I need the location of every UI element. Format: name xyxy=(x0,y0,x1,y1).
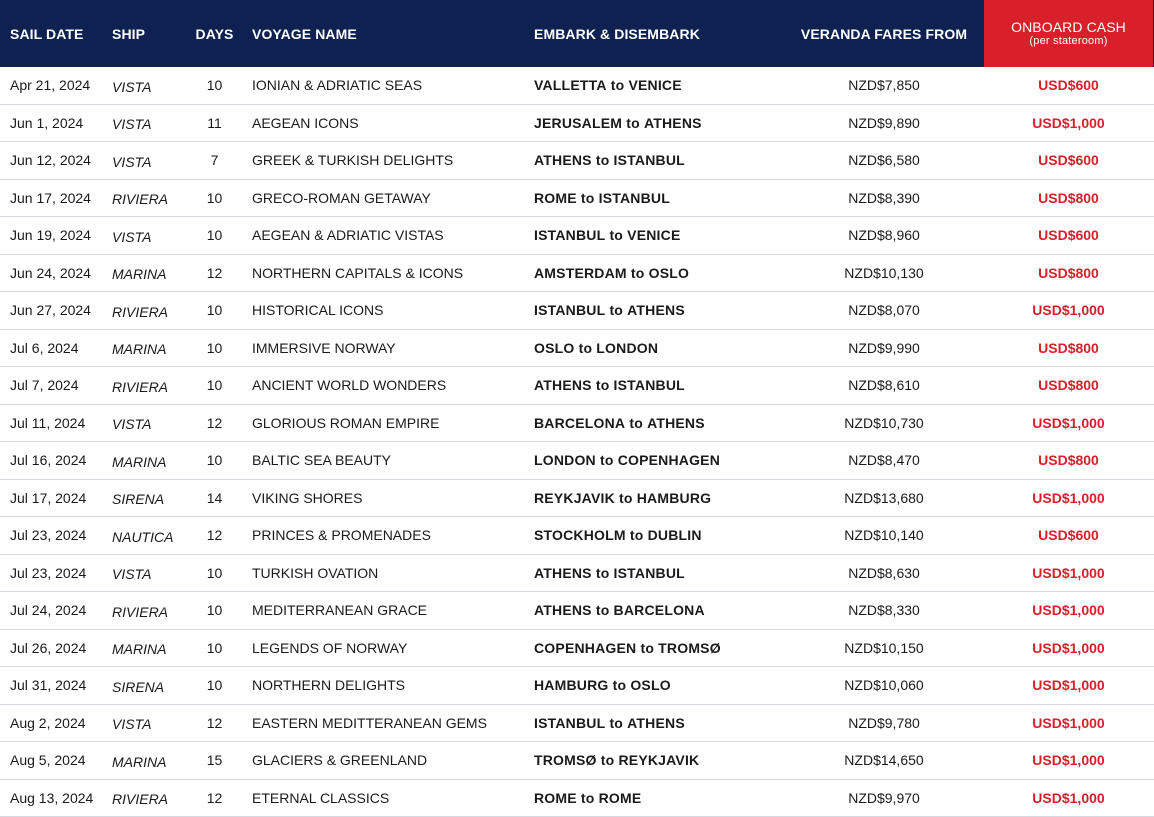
days-cell: 10 xyxy=(206,189,223,206)
onboard-cash-cell: USD$600 xyxy=(1038,152,1099,169)
disembark-port: REYKJAVIK xyxy=(618,752,700,769)
disembark-port: OSLO xyxy=(648,264,690,281)
ship-cell: VISTA xyxy=(112,153,152,170)
onboard-cash-cell: USD$800 xyxy=(1038,452,1099,469)
header-ship: SHIP xyxy=(112,25,146,42)
route-cell xyxy=(534,142,784,179)
route-connector: to xyxy=(626,114,640,131)
embark-port: REYKJAVIK xyxy=(534,489,615,506)
sail-date-cell: Jun 24, 2024 xyxy=(10,264,91,281)
disembark-port: BARCELONA xyxy=(613,602,705,619)
onboard-cash-cell: USD$800 xyxy=(1038,264,1099,281)
disembark-port: ATHENS xyxy=(647,414,705,431)
embark-port: AMSTERDAM xyxy=(534,264,627,281)
days-cell: 10 xyxy=(206,302,223,319)
embark-port: ROME xyxy=(534,189,577,206)
veranda-fare-cell: NZD$10,730 xyxy=(844,414,924,431)
veranda-fare-cell: NZD$8,470 xyxy=(848,452,920,469)
onboard-cash-cell: USD$1,000 xyxy=(1032,714,1105,731)
header-onboard-cash-sub: (per stateroom) xyxy=(1029,34,1108,47)
disembark-port: ATHENS xyxy=(643,114,702,131)
sail-date-cell: Jun 27, 2024 xyxy=(10,302,91,319)
route-cell xyxy=(534,517,784,554)
sail-date-cell: Jun 12, 2024 xyxy=(10,152,91,169)
ship-cell: MARINA xyxy=(112,266,167,283)
sail-date-cell: Jun 17, 2024 xyxy=(10,189,91,206)
days-cell: 10 xyxy=(206,602,223,619)
disembark-port: TROMSØ xyxy=(658,639,721,656)
voyage-name-cell: EASTERN MEDITTERANEAN GEMS xyxy=(252,714,487,731)
voyage-name-cell: HISTORICAL ICONS xyxy=(252,302,384,319)
disembark-port: VENICE xyxy=(628,77,682,94)
voyage-name-cell: AEGEAN & ADRIATIC VISTAS xyxy=(252,227,444,244)
veranda-fare-cell: NZD$8,610 xyxy=(848,377,920,394)
days-cell: 10 xyxy=(206,77,223,94)
days-cell: 12 xyxy=(206,789,223,806)
voyage-name-cell: MEDITERRANEAN GRACE xyxy=(252,602,428,619)
route-connector: to xyxy=(609,227,624,244)
ship-cell: RIVIERA xyxy=(112,378,169,395)
veranda-fare-cell: NZD$13,680 xyxy=(844,489,924,506)
route-cell xyxy=(534,105,784,142)
onboard-cash-cell: USD$1,000 xyxy=(1032,489,1105,506)
veranda-fare-cell: NZD$10,140 xyxy=(844,527,924,544)
embark-port: BARCELONA xyxy=(534,414,626,431)
embark-port: JERUSALEM xyxy=(534,114,623,131)
header-veranda-fares: VERANDA FARES FROM xyxy=(800,25,968,42)
onboard-cash-cell: USD$1,000 xyxy=(1032,602,1105,619)
table-row xyxy=(0,105,1154,143)
veranda-fare-cell: NZD$9,990 xyxy=(848,339,920,356)
veranda-fare-cell: NZD$8,390 xyxy=(848,189,920,206)
route-cell xyxy=(534,742,784,779)
table-row xyxy=(0,705,1154,743)
ship-cell: SIRENA xyxy=(112,491,165,508)
onboard-cash-cell: USD$800 xyxy=(1038,189,1099,206)
route-connector: to xyxy=(612,677,627,694)
route-connector: to xyxy=(629,527,644,544)
ship-cell: RIVIERA xyxy=(112,191,169,208)
route-cell xyxy=(534,780,784,817)
voyage-name-cell: ANCIENT WORLD WONDERS xyxy=(252,377,447,394)
table-row xyxy=(0,142,1154,180)
sail-date-cell: Jul 26, 2024 xyxy=(10,639,87,656)
table-body xyxy=(0,67,1154,817)
ship-cell: VISTA xyxy=(112,566,152,583)
onboard-cash-cell: USD$1,000 xyxy=(1032,677,1105,694)
sail-date-cell: Jul 16, 2024 xyxy=(10,452,87,469)
embark-port: LONDON xyxy=(534,452,596,469)
route-cell xyxy=(534,367,784,404)
disembark-port: ISTANBUL xyxy=(613,152,685,169)
ship-cell: MARINA xyxy=(112,453,167,470)
sail-date-cell: Jul 17, 2024 xyxy=(10,489,87,506)
veranda-fare-cell: NZD$10,150 xyxy=(844,639,924,656)
route-cell xyxy=(534,555,784,592)
ship-cell: VISTA xyxy=(112,228,152,245)
voyage-name-cell: NORTHERN CAPITALS & ICONS xyxy=(252,264,464,281)
veranda-fare-cell: NZD$9,780 xyxy=(848,714,920,731)
disembark-port: COPENHAGEN xyxy=(617,452,721,469)
days-cell: 7 xyxy=(210,152,219,169)
route-cell xyxy=(534,630,784,667)
ship-cell: MARINA xyxy=(112,341,167,358)
table-row xyxy=(0,330,1154,368)
onboard-cash-cell: USD$800 xyxy=(1038,377,1099,394)
disembark-port: ISTANBUL xyxy=(613,564,685,581)
table-row xyxy=(0,780,1154,817)
table-row xyxy=(0,480,1154,518)
voyage-name-cell: GLACIERS & GREENLAND xyxy=(252,752,428,769)
onboard-cash-cell: USD$1,000 xyxy=(1032,639,1105,656)
voyage-name-cell: LEGENDS OF NORWAY xyxy=(252,639,408,656)
voyage-name-cell: IMMERSIVE NORWAY xyxy=(252,339,396,356)
route-connector: to xyxy=(595,152,610,169)
ship-cell: VISTA xyxy=(112,716,152,733)
embark-port: ATHENS xyxy=(534,564,592,581)
onboard-cash-cell: USD$600 xyxy=(1038,77,1099,94)
veranda-fare-cell: NZD$6,580 xyxy=(848,152,920,169)
route-cell xyxy=(534,180,784,217)
onboard-cash-cell: USD$1,000 xyxy=(1032,414,1105,431)
header-onboard-cash xyxy=(984,0,1153,67)
disembark-port: ROME xyxy=(598,789,642,806)
embark-port: ISTANBUL xyxy=(534,227,606,244)
route-connector: to xyxy=(609,302,624,319)
embark-port: ATHENS xyxy=(534,152,592,169)
days-cell: 10 xyxy=(206,639,223,656)
route-connector: to xyxy=(595,564,610,581)
sail-date-cell: Jun 19, 2024 xyxy=(10,227,91,244)
ship-cell: SIRENA xyxy=(112,678,165,695)
embark-port: ATHENS xyxy=(534,602,592,619)
sail-date-cell: Jul 7, 2024 xyxy=(10,377,79,394)
route-cell xyxy=(534,705,784,742)
voyage-name-cell: PRINCES & PROMENADES xyxy=(252,527,431,544)
disembark-port: LONDON xyxy=(596,339,659,356)
voyage-name-cell: NORTHERN DELIGHTS xyxy=(252,677,405,694)
ship-cell: RIVIERA xyxy=(112,603,169,620)
header-embark-disembark: EMBARK & DISEMBARK xyxy=(534,25,700,42)
route-cell xyxy=(534,292,784,329)
route-connector: to xyxy=(629,414,643,431)
onboard-cash-cell: USD$600 xyxy=(1038,227,1099,244)
onboard-cash-cell: USD$1,000 xyxy=(1032,302,1105,319)
days-cell: 10 xyxy=(206,564,223,581)
route-connector: to xyxy=(578,339,593,356)
ship-cell: MARINA xyxy=(112,641,167,658)
route-cell xyxy=(534,442,784,479)
days-cell: 12 xyxy=(206,714,223,731)
sail-date-cell: Jul 11, 2024 xyxy=(10,414,86,431)
days-cell: 10 xyxy=(206,377,223,394)
days-cell: 10 xyxy=(206,677,223,694)
voyage-name-cell: IONIAN & ADRIATIC SEAS xyxy=(252,77,423,94)
header-voyage-name: VOYAGE NAME xyxy=(252,25,357,42)
route-cell xyxy=(534,405,784,442)
route-cell xyxy=(534,255,784,292)
table-row xyxy=(0,517,1154,555)
disembark-port: ATHENS xyxy=(627,302,685,319)
voyage-name-cell: TURKISH OVATION xyxy=(252,564,379,581)
route-connector: to xyxy=(580,789,595,806)
embark-port: OSLO xyxy=(534,339,575,356)
days-cell: 12 xyxy=(206,527,223,544)
ship-cell: MARINA xyxy=(112,753,167,770)
onboard-cash-cell: USD$1,000 xyxy=(1032,752,1105,769)
table-row xyxy=(0,292,1154,330)
sail-date-cell: Aug 13, 2024 xyxy=(10,789,94,806)
route-cell xyxy=(534,480,784,517)
route-connector: to xyxy=(630,264,645,281)
route-cell xyxy=(534,217,784,254)
table-row xyxy=(0,592,1154,630)
voyage-name-cell: GRECO-ROMAN GETAWAY xyxy=(252,189,431,206)
onboard-cash-cell: USD$1,000 xyxy=(1032,789,1105,806)
table-row xyxy=(0,180,1154,218)
sail-date-cell: Jul 23, 2024 xyxy=(10,564,87,581)
sail-date-cell: Aug 2, 2024 xyxy=(10,714,86,731)
disembark-port: OSLO xyxy=(630,677,671,694)
days-cell: 14 xyxy=(206,489,223,506)
days-cell: 11 xyxy=(207,114,222,131)
voyage-name-cell: GLORIOUS ROMAN EMPIRE xyxy=(252,414,440,431)
embark-port: ISTANBUL xyxy=(534,714,606,731)
sail-date-cell: Jul 6, 2024 xyxy=(10,339,79,356)
embark-port: TROMSØ xyxy=(534,752,597,769)
veranda-fare-cell: NZD$9,970 xyxy=(848,789,920,806)
veranda-fare-cell: NZD$14,650 xyxy=(844,752,924,769)
voyage-name-cell: BALTIC SEA BEAUTY xyxy=(252,452,392,469)
sail-date-cell: Jul 23, 2024 xyxy=(10,527,87,544)
ship-cell: VISTA xyxy=(112,116,152,133)
disembark-port: DUBLIN xyxy=(647,527,702,544)
route-connector: to xyxy=(619,489,633,506)
embark-port: STOCKHOLM xyxy=(534,527,626,544)
voyage-name-cell: GREEK & TURKISH DELIGHTS xyxy=(252,152,454,169)
route-connector: to xyxy=(610,77,625,94)
onboard-cash-cell: USD$600 xyxy=(1038,527,1099,544)
veranda-fare-cell: NZD$10,060 xyxy=(844,677,924,694)
route-cell xyxy=(534,592,784,629)
embark-port: VALLETTA xyxy=(534,77,607,94)
route-connector: to xyxy=(600,752,615,769)
ship-cell: VISTA xyxy=(112,78,152,95)
days-cell: 10 xyxy=(206,339,223,356)
route-connector: to xyxy=(640,639,655,656)
sail-date-cell: Aug 5, 2024 xyxy=(10,752,86,769)
veranda-fare-cell: NZD$8,630 xyxy=(848,564,920,581)
table-row xyxy=(0,630,1154,668)
embark-port: HAMBURG xyxy=(534,677,609,694)
veranda-fare-cell: NZD$8,330 xyxy=(848,602,920,619)
table-row xyxy=(0,405,1154,443)
voyage-name-cell: ETERNAL CLASSICS xyxy=(252,789,390,806)
disembark-port: ATHENS xyxy=(627,714,685,731)
table-row xyxy=(0,667,1154,705)
table-row xyxy=(0,217,1154,255)
sail-date-cell: Jun 1, 2024 xyxy=(10,114,84,131)
route-cell xyxy=(534,667,784,704)
route-cell xyxy=(534,330,784,367)
header-onboard-cash-title: ONBOARD CASH xyxy=(1011,18,1126,35)
route-connector: to xyxy=(580,189,595,206)
embark-port: ROME xyxy=(534,789,577,806)
disembark-port: ISTANBUL xyxy=(613,377,685,394)
veranda-fare-cell: NZD$8,960 xyxy=(848,227,920,244)
disembark-port: HAMBURG xyxy=(636,489,712,506)
days-cell: 12 xyxy=(206,414,223,431)
ship-cell: RIVIERA xyxy=(112,791,169,808)
table-row xyxy=(0,367,1154,405)
table-row xyxy=(0,442,1154,480)
days-cell: 12 xyxy=(206,264,223,281)
sail-date-cell: Jul 31, 2024 xyxy=(10,677,87,694)
onboard-cash-cell: USD$800 xyxy=(1038,339,1099,356)
ship-cell: VISTA xyxy=(112,416,152,433)
route-connector: to xyxy=(595,602,610,619)
header-days: DAYS xyxy=(195,25,234,42)
days-cell: 10 xyxy=(206,452,223,469)
table-header xyxy=(0,0,1154,67)
embark-port: COPENHAGEN xyxy=(534,639,637,656)
route-connector: to xyxy=(599,452,614,469)
veranda-fare-cell: NZD$10,130 xyxy=(844,264,924,281)
disembark-port: ISTANBUL xyxy=(598,189,670,206)
embark-port: ISTANBUL xyxy=(534,302,606,319)
veranda-fare-cell: NZD$9,890 xyxy=(848,114,920,131)
route-connector: to xyxy=(609,714,624,731)
header-sail-date: SAIL DATE xyxy=(10,25,84,42)
embark-port: ATHENS xyxy=(534,377,592,394)
days-cell: 10 xyxy=(206,227,223,244)
table-row xyxy=(0,555,1154,593)
voyage-name-cell: AEGEAN ICONS xyxy=(252,114,359,131)
sail-date-cell: Apr 21, 2024 xyxy=(10,77,91,94)
route-connector: to xyxy=(595,377,610,394)
ship-cell: NAUTICA xyxy=(112,528,174,545)
table-row xyxy=(0,742,1154,780)
route-cell xyxy=(534,67,784,104)
disembark-port: VENICE xyxy=(627,227,681,244)
sail-date-cell: Jul 24, 2024 xyxy=(10,602,87,619)
onboard-cash-cell: USD$1,000 xyxy=(1032,564,1105,581)
veranda-fare-cell: NZD$7,850 xyxy=(848,77,920,94)
ship-cell: RIVIERA xyxy=(112,303,169,320)
veranda-fare-cell: NZD$8,070 xyxy=(848,302,920,319)
voyage-name-cell: VIKING SHORES xyxy=(252,489,363,506)
table-row xyxy=(0,255,1154,293)
onboard-cash-cell: USD$1,000 xyxy=(1032,114,1105,131)
table-row xyxy=(0,67,1154,105)
days-cell: 15 xyxy=(206,752,223,769)
